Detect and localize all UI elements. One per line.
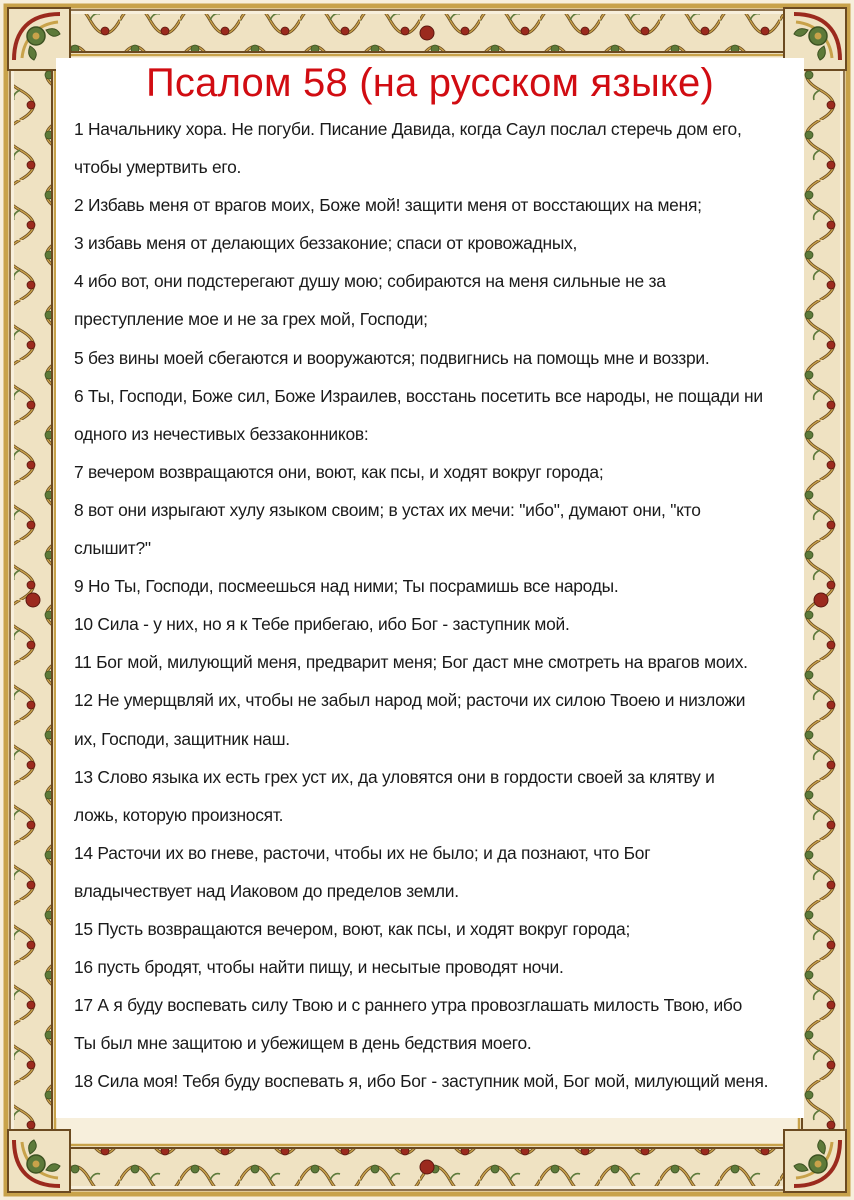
- psalm-line: 15 Пусть возвращаются вечером, воют, как псы, и ходят вокруг города;: [74, 918, 631, 939]
- psalm-line: 18 Сила моя! Тебя буду воспевать я, ибо Бог - заступник мой, Бог мой, милующий меня.: [74, 1071, 769, 1092]
- psalm-line: чтобы умертвить его.: [74, 157, 242, 178]
- psalm-line: Ты был мне защитою и убежищем в день бедствия моего.: [74, 1033, 532, 1054]
- psalm-line: 9 Но Ты, Господи, посмеешься над ними; Ты посрамишь все народы.: [74, 576, 619, 597]
- psalm-line: ложь, которую произносят.: [74, 804, 284, 825]
- psalm-line: 17 А я буду воспевать силу Твою и с раннего утра провозглашать милость Твою, ибо: [74, 995, 743, 1016]
- psalm-line: 8 вот они изрыгают хулу языком своим; в устах их мечи: "ибо", думают они, "кто: [74, 499, 701, 520]
- psalm-line: 3 избавь меня от делающих беззаконие; спаси от кровожадных,: [74, 233, 578, 254]
- psalm-line: 2 Избавь меня от врагов моих, Боже мой! защити меня от восстающих на меня;: [74, 195, 702, 216]
- psalm-line: 1 Начальнику хора. Не погуби. Писание Давида, когда Саул послал стеречь дом его,: [74, 119, 742, 139]
- psalm-line: их, Господи, защитник наш.: [74, 728, 290, 749]
- psalm-line: 4 ибо вот, они подстерегают душу мою; собираются на меня сильные не за: [74, 271, 666, 292]
- page-title: Псалом 58 (на русском языке): [145, 61, 715, 105]
- psalm-line: 7 вечером возвращаются они, воют, как псы, и ходят вокруг города;: [74, 461, 604, 482]
- psalm-line: 12 Не умерщвляй их, чтобы не забыл народ мой; расточи их силою Твоею и низложи: [74, 690, 746, 711]
- psalm-line: преступление мое и не за грех мой, Господи;: [74, 309, 428, 330]
- psalm-line: 14 Расточи их во гневе, расточи, чтобы их не было; и да познают, что Бог: [74, 842, 651, 863]
- psalm-line: 13 Слово языка их есть грех уст их, да уловятся они в гордости своей за клятву и: [74, 766, 715, 787]
- psalm-line: владычествует над Иаковом до пределов земли.: [74, 880, 459, 901]
- psalm-line: одного из нечестивых беззаконников:: [74, 423, 369, 444]
- psalm-line: 16 пусть бродят, чтобы найти пищу, и несытые проводят ночи.: [74, 957, 564, 978]
- psalm-line: 6 Ты, Господи, Боже сил, Боже Израилев, восстань посетить все народы, не пощади ни: [74, 385, 763, 406]
- psalm-line: 11 Бог мой, милующий меня, предварит меня; Бог даст мне смотреть на врагов моих.: [74, 652, 748, 673]
- psalm-line: 10 Сила - у них, но я к Тебе прибегаю, ибо Бог - заступник мой.: [74, 614, 570, 635]
- psalm-text: [74, 110, 804, 1100]
- psalm-content: [56, 58, 804, 1118]
- psalm-line: слышит?": [74, 538, 151, 559]
- psalm-line: 5 без вины моей сбегаются и вооружаются; подвигнись на помощь мне и воззри.: [74, 347, 710, 368]
